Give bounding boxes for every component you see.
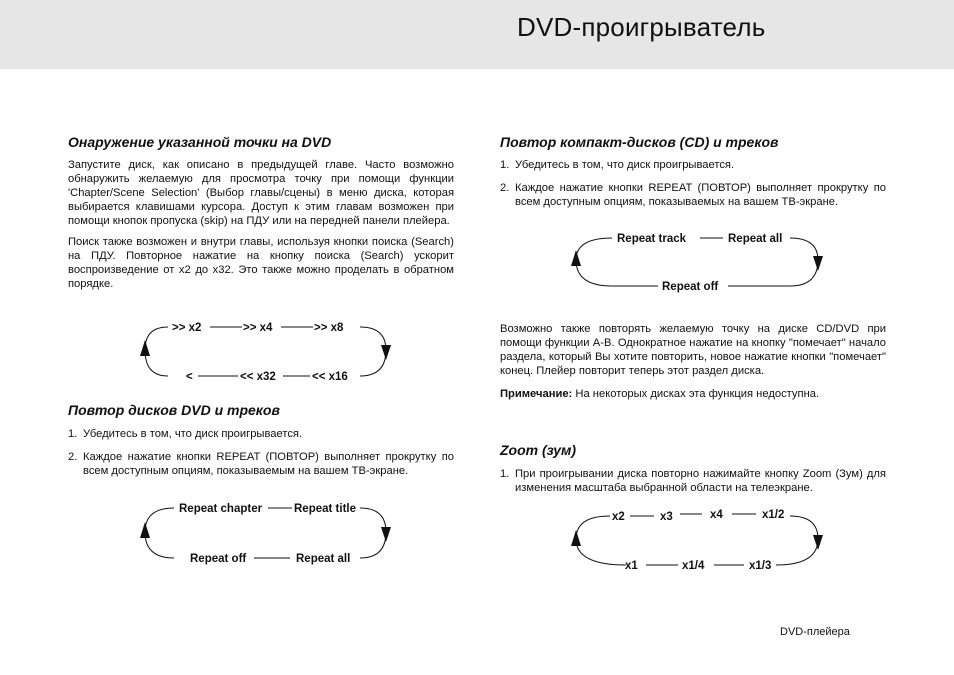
search-speed-diagram [138,316,398,388]
list-item: 2. Каждое нажатие кнопки REPEAT (ПОВТОР) выполняет прокрутку по всем доступным опциям, показываемых на вашем ТВ-экране. [500,182,886,208]
paragraph-chapter-selection: Запустите диск, как описано в предыдущей главе. Часто возможно обнаружить желаемую для просмотра точку при помощи функции 'Chapter/Scene Selection' (Выбор главы/сцены) в меню диска, которая выбирается клавишами курсора. Доступ к этим главам возможен при помощи кнопок пропуска (skip) на ПДУ или на передней панели плейера. [68,159,454,227]
repeat-all-label: Repeat all [728,233,783,245]
search-fwd-x8: >> x8 [314,322,344,334]
repeat-all-label: Repeat all [296,553,351,565]
note-text: На некоторых дисках эта функция недоступна. [572,388,820,400]
repeat-off-label: Repeat off [662,281,719,293]
zoom-diagram [568,504,832,576]
page-title: DVD-проигрыватель [517,12,766,42]
repeat-chapter-label: Repeat chapter [179,503,263,515]
list-item: 2. Каждое нажатие кнопки REPEAT (ПОВТОР) выполняет прокрутку по всем доступным опциям, показываемым на вашем ТВ-экране. [68,451,454,477]
search-rev-x32: << x32 [240,371,276,383]
note [500,387,886,401]
zoom-x1-3: x1/3 [749,560,772,572]
dvd-repeat-diagram [138,498,398,570]
paragraph-search: Поиск также возможен и внутри главы, используя кнопки поиска (Search) на ПДУ. Повторное нажатие на кнопку поиска (Search) ускорит воспроизведение от x2 до x32. Это также можно проделать в обратном порядке. [68,236,454,290]
right-column-lower [500,440,886,495]
search-fwd-x2: >> x2 [172,322,202,334]
search-play: < [186,371,193,383]
right-column [500,132,886,209]
page-footer: DVD-плейера [780,626,850,638]
zoom-x3: x3 [660,511,673,523]
list-item: 1. Убедитесь в том, что диск проигрывается. [68,428,303,440]
zoom-x1: x1 [625,560,638,572]
note-label: Примечание: [500,388,573,400]
left-column-lower [68,400,454,478]
zoom-x4: x4 [710,509,723,521]
right-column-middle [500,322,886,401]
left-column [68,132,454,291]
repeat-track-label: Repeat track [617,233,687,245]
cd-repeat-diagram [568,228,832,298]
repeat-off-label: Repeat off [190,553,247,565]
section-title-dvd-search: Онаружение указанной точки на DVD [68,134,332,150]
section-title-cd-repeat: Повтор компакт-дисков (CD) и треков [500,134,779,150]
repeat-title-label: Repeat title [294,503,356,515]
list-item: 1. При проигрывании диска повторно нажимайте кнопку Zoom (Зум) для изменения масштаба выбранной области на телеэкране. [500,468,886,494]
zoom-x2: x2 [612,511,625,523]
search-rev-x16: << x16 [312,371,348,383]
header-band [0,0,954,69]
zoom-x1-4: x1/4 [682,560,705,572]
paragraph-ab-repeat: Возможно также повторять желаемую точку на диске CD/DVD при помощи функции A-B. Однократное нажатие на кнопку "помечает" начало раздела, который Вы хотите повторить, новое нажатие кнопки "помечает" конец. Плейер повторит теперь этот раздел диска. [500,323,886,377]
section-title-dvd-repeat: Повтор дисков DVD и треков [68,402,280,418]
list-item: 1. Убедитесь в том, что диск проигрывается. [500,159,735,171]
zoom-x1-2: x1/2 [762,509,785,521]
section-title-zoom: Zoom (зум) [500,442,577,458]
search-fwd-x4: >> x4 [243,322,273,334]
